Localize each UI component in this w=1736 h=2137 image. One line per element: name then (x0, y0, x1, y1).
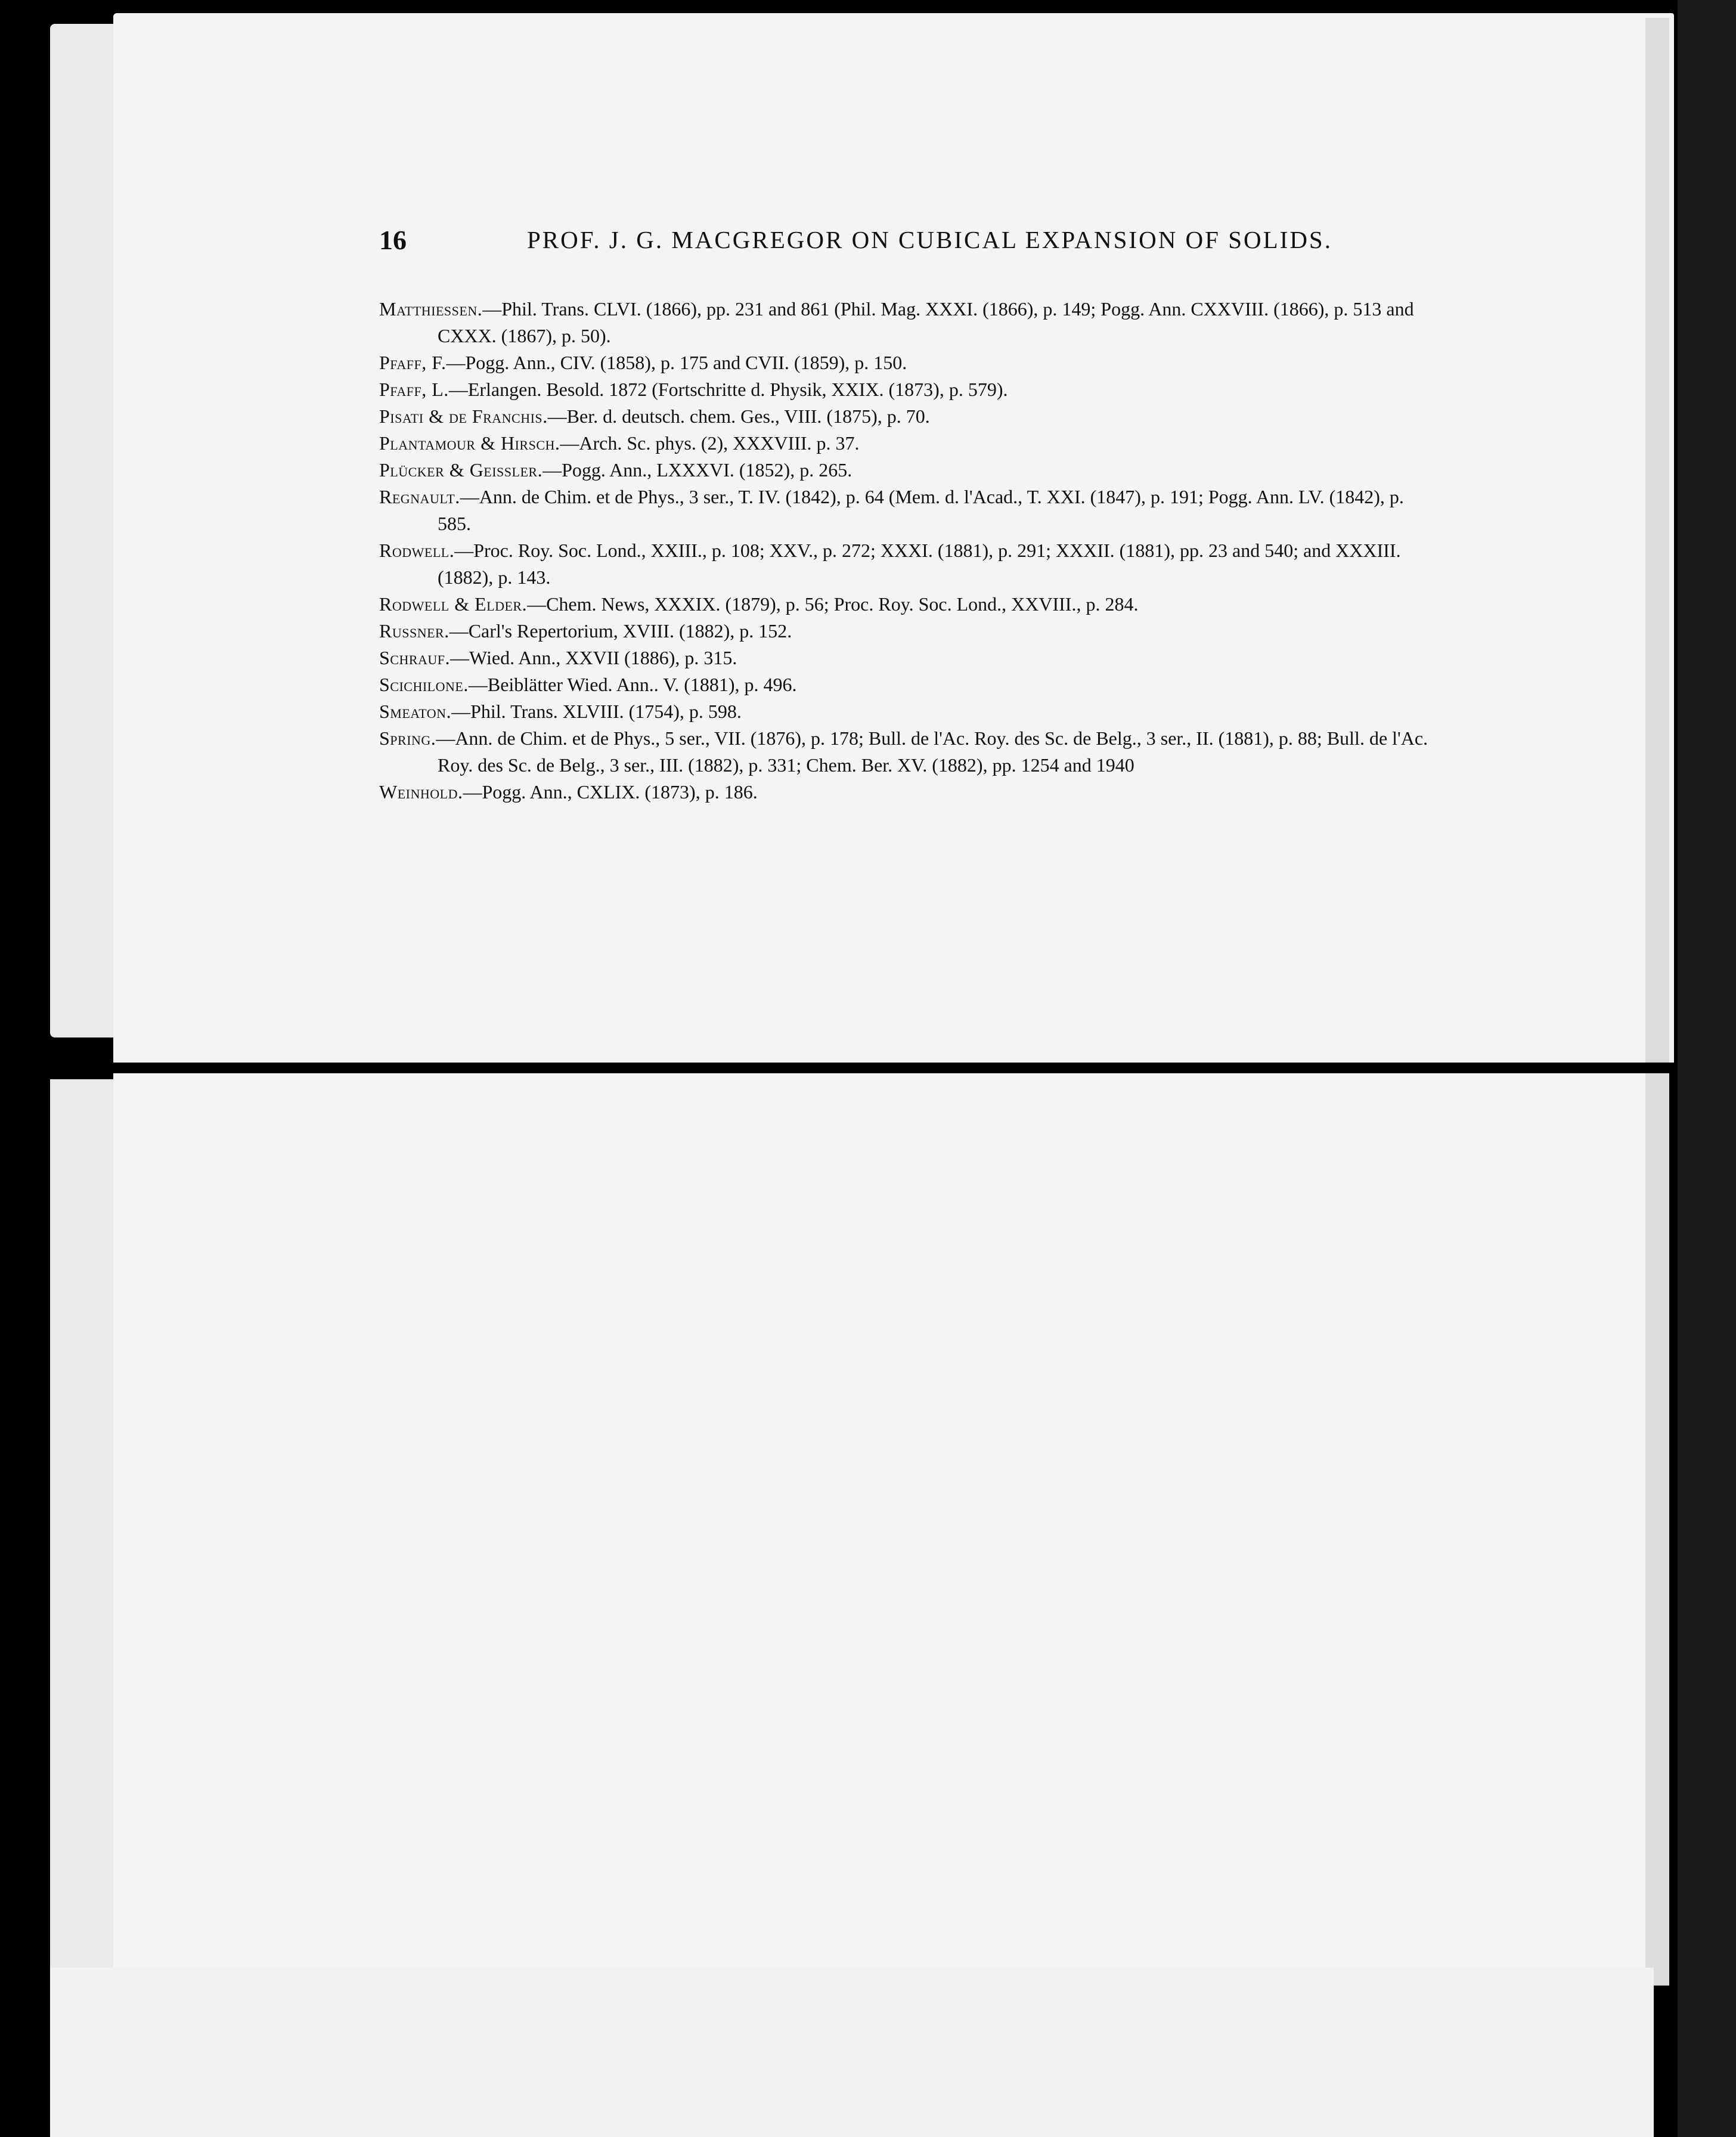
reference-author: Pfaff, L. (379, 379, 449, 400)
scan-background-right (1678, 0, 1736, 2137)
running-title: PROF. J. G. MACGREGOR ON CUBICAL EXPANSION OF SOLIDS. (527, 226, 1332, 253)
reference-text: —Ann. de Chim. et de Phys., 3 ser., T. IV. (1842), p. 64 (Mem. d. l'Acad., T. XXI. (1847), p. 191; Pogg. Ann. LV. (1842), p. 585. (438, 486, 1404, 534)
reference-text: —Phil. Trans. XLVIII. (1754), p. 598. (451, 701, 742, 722)
reference-text: —Carl's Repertorium, XVIII. (1882), p. 152. (449, 620, 792, 642)
reference-text: —Ann. de Chim. et de Phys., 5 ser., VII. (1876), p. 178; Bull. de l'Ac. Roy. des Sc. de Belg., 3 ser., II. (1881), p. 88; Bull. de l'Ac. Roy. des Sc. de Belg., 3 ser., III. (1882), p. 331; Chem. Ber. XV. (1882), pp. 1254 and 1940 (436, 727, 1428, 776)
reference-author: Rodwell. (379, 540, 455, 561)
reference-entry (379, 671, 1440, 698)
page-number: 16 (379, 225, 407, 255)
reference-author: Matthiessen. (379, 298, 483, 320)
reference-author: Pisati & de Franchis. (379, 405, 548, 427)
reference-entry (379, 349, 1440, 376)
reference-text: —Arch. Sc. phys. (2), XXXVIII. p. 37. (560, 432, 860, 454)
reference-entry (379, 376, 1440, 403)
reference-text: —Pogg. Ann., CIV. (1858), p. 175 and CVII. (1859), p. 150. (446, 352, 907, 373)
reference-entry (379, 296, 1440, 349)
reference-entry (379, 618, 1440, 645)
reference-text: —Erlangen. Besold. 1872 (Fortschritte d. Physik, XXIX. (1873), p. 579). (448, 379, 1008, 400)
page-fold (50, 1063, 1678, 1073)
reference-author: Regnault. (379, 486, 460, 507)
reference-entry (379, 779, 1440, 806)
reference-text: —Wied. Ann., XXVII (1886), p. 315. (450, 647, 737, 668)
reference-author: Pfaff, F. (379, 352, 447, 373)
reference-entry (379, 645, 1440, 671)
page-sheet-bottom (50, 1968, 1654, 2137)
reference-entry (379, 430, 1440, 457)
reference-author: Russner. (379, 620, 450, 642)
reference-author: Schrauf. (379, 647, 451, 668)
reference-text: —Ber. d. deutsch. chem. Ges., VIII. (1875), p. 70. (547, 405, 930, 427)
reference-author: Spring. (379, 727, 436, 749)
reference-entry (379, 484, 1440, 537)
reference-author: Weinhold. (379, 781, 463, 803)
reference-entry (379, 698, 1440, 725)
reference-entry (379, 537, 1440, 591)
page-edge-upper (50, 24, 122, 1037)
reference-author: Plücker & Geissler. (379, 459, 543, 481)
reference-author: Smeaton. (379, 701, 452, 722)
page-header (379, 224, 1333, 260)
reference-text: —Beiblätter Wied. Ann.. V. (1881), p. 496. (468, 674, 797, 695)
page-edge-lower (50, 1079, 122, 1980)
reference-entry (379, 457, 1440, 484)
reference-text: —Proc. Roy. Soc. Lond., XXIII., p. 108; XXV., p. 272; XXXI. (1881), p. 291; XXXII. (1881), pp. 23 and 540; and XXXIII. (1882), p. 143. (438, 540, 1401, 588)
reference-list (379, 296, 1440, 806)
reference-entry (379, 591, 1440, 618)
reference-author: Plantamour & Hirsch. (379, 432, 560, 454)
reference-entry (379, 725, 1440, 779)
reference-author: Scichilone. (379, 674, 469, 695)
reference-text: —Chem. News, XXXIX. (1879), p. 56; Proc. Roy. Soc. Lond., XXVIII., p. 284. (527, 593, 1139, 615)
reference-text: —Pogg. Ann., CXLIX. (1873), p. 186. (463, 781, 758, 803)
page-sheet-lower (113, 1073, 1651, 1992)
reference-author: Rodwell & Elder. (379, 593, 528, 615)
reference-entry (379, 403, 1440, 430)
reference-text: —Phil. Trans. CLVI. (1866), pp. 231 and 861 (Phil. Mag. XXXI. (1866), p. 149; Pogg. Ann. CXXVIII. (1866), p. 513 and CXXX. (1867), p. 50). (438, 298, 1414, 346)
page-edge-right (1645, 18, 1669, 1986)
reference-text: —Pogg. Ann., LXXXVI. (1852), p. 265. (542, 459, 852, 481)
